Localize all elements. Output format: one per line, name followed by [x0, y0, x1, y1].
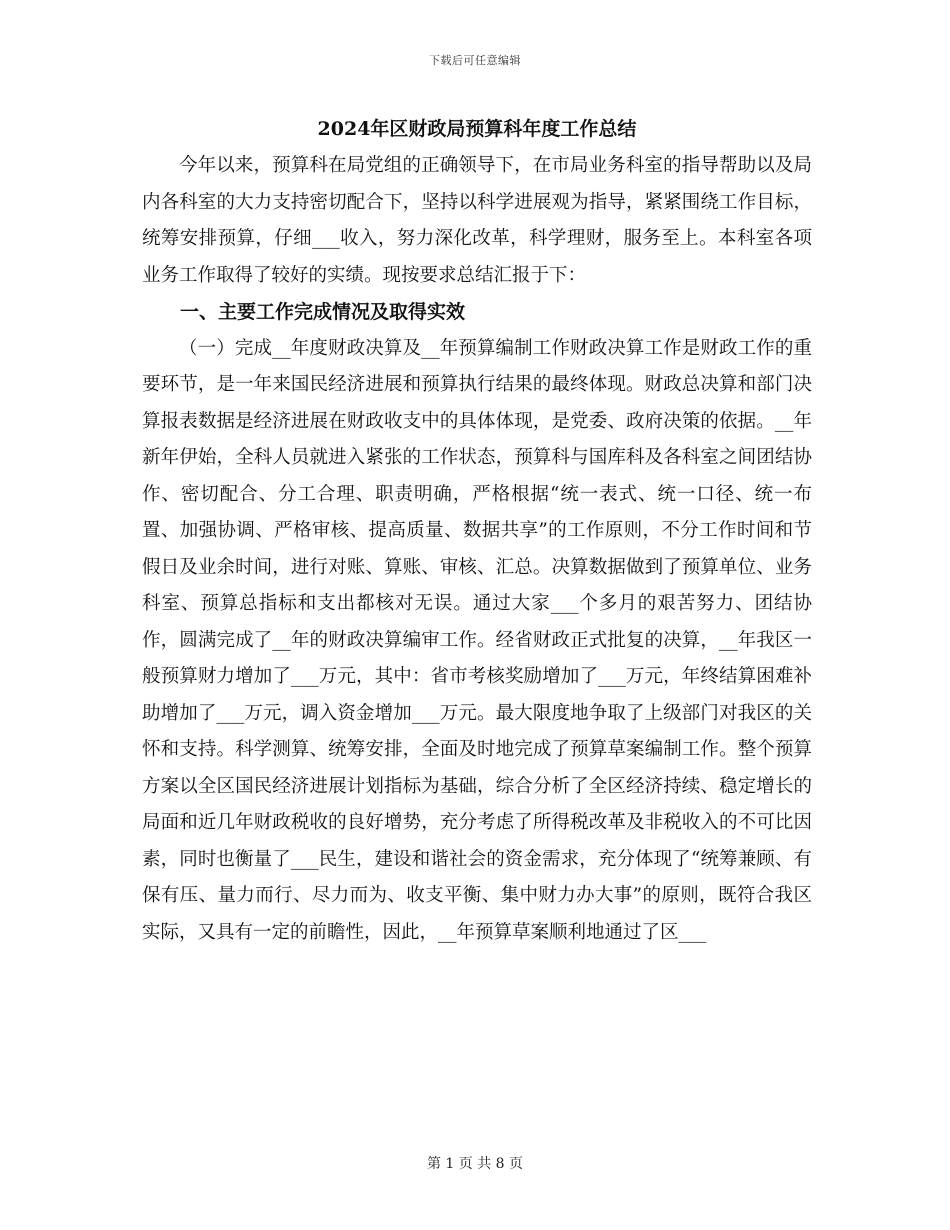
intro-paragraph: 今年以来，预算科在局党组的正确领导下，在市局业务科室的指导帮助以及局内各科室的大力支持密切配合下，坚持以科学进展观为指导，紧紧围绕工作目标，统筹安排预算，仔细___收入，努力深化改革，科学理财，服务至上。本科室各项业务工作取得了较好的实绩。现按要求总结汇报于下：: [142, 155, 812, 286]
section-heading: 一、主要工作完成情况及取得实效: [180, 301, 466, 323]
section-paragraph: （一）完成__年度财政决算及__年预算编制工作财政决算工作是财政工作的重要环节，是一年来国民经济进展和预算执行结果的最终体现。财政总决算和部门决算报表数据是经济进展在财政收支中的具体体现，是党委、政府决策的依据。__年新年伊始，全科人员就进入紧张的工作状态，预算科与国库科及各科室之间团结协作、密切配合、分工合理、职责明确，严格根据“统一表式、统一口径、统一布置、加强协调、严格审核、提高质量、数据共享”的工作原则，不分工作时间和节假日及业余时间，进行对账、算账、审核、汇总。决算数据做到了预算单位、业务科室、预算总指标和支出都核对无误。通过大家___个多月的艰苦努力、团结协作，圆满完成了__年的财政决算编审工作。经省财政正式批复的决算，__年我区一般预算财力增加了___万元，其中：省市考核奖励增加了___万元，年终结算困难补助增加了___万元，调入资金增加___万元。最大限度地争取了上级部门对我区的关怀和支持。科学测算、统筹安排，全面及时地完成了预算草案编制工作。整个预算方案以全区国民经济进展计划指标为基础，综合分析了全区经济持续、稳定增长的局面和近几年财政税收的良好增势，充分考虑了所得税改革及非税收入的不可比因素，同时也衡量了___民生，建设和谐社会的资金需求，充分体现了“统筹兼顾、有保有压、量力而行、尽力而为、收支平衡、集中财力办大事”的原则，既符合我区实际，又具有一定的前瞻性，因此，__年预算草案顺利地通过了区___: [142, 337, 812, 943]
page-number: 第 1 页 共 8 页: [426, 1156, 524, 1172]
page-header-note: 下载后可任意编辑: [429, 54, 521, 67]
document-title: 2024年区财政局预算科年度工作总结: [317, 118, 637, 140]
document-body: [142, 110, 812, 951]
